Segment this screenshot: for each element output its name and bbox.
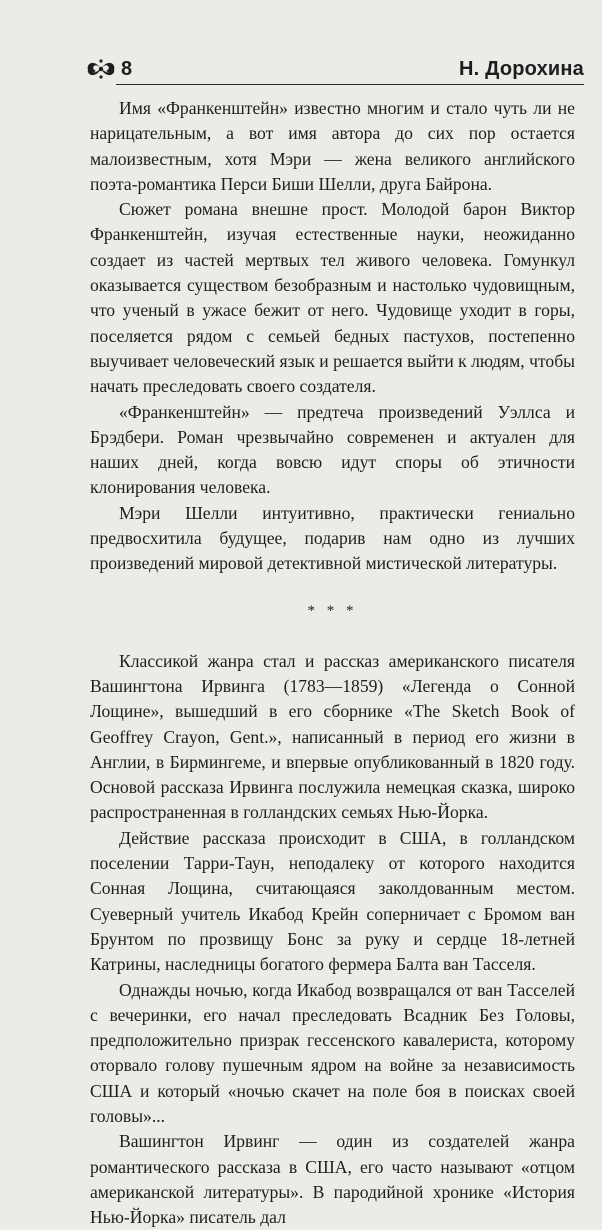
header-rule — [116, 84, 584, 85]
floral-ornament-icon — [86, 58, 116, 80]
page-number: 8 — [121, 58, 133, 80]
section-separator: * * * — [307, 602, 358, 619]
page-header — [86, 56, 584, 86]
paragraph: Сюжет романа внешне прост. Молодой барон Виктор Франкенштейн, изучая естественные науки, неожиданно создает из частей мертвых тел живого человека. Гомункул оказывается существом безобразным и настолько чудовищным, что ученый в ужасе бежит от него. Чудовище уходит в горы, поселяется рядом с семьей бедных пастухов, постепенно выучивает человеческий язык и решается выйти к людям, чтобы начать преследовать своего создателя. — [90, 199, 575, 397]
paragraph: Классикой жанра стал и рассказ американского писателя Вашингтона Ирвинга (1783—1859) «Легенда о Сонной Лощине», вышедший в его сборнике «The Sketch Book of Geoffrey Crayon, Gent.», написанный в период его жизни в Англии, в Бирмингеме, и впервые опубликованный в 1820 году. Основой рассказа Ирвинга послужила немецкая сказка, широко распространенная в голландских семьях Нью-Йорка. — [90, 650, 575, 823]
running-head-author: Н. Дорохина — [458, 58, 584, 80]
paragraph: Вашингтон Ирвинг — один из создателей жанра романтического рассказа в США, его часто называют «отцом американской литературы». В пародийной хронике «История Нью-Йорка» писатель дал — [90, 1131, 575, 1228]
paragraph: Однажды ночью, когда Икабод возвращался от ван Тасселей с вечеринки, его начал преследовать Всадник Без Головы, предположительно призрак гессенского кавалериста, которому оторвало голову пушечным ядром на войне за независимость США и который «ночью скачет на поле боя в поисках своей головы»... — [90, 979, 575, 1126]
paragraph: Имя «Франкенштейн» известно многим и стало чуть ли не нарицательным, а вот имя автора до сих пор остается малоизвестным, хотя Мэри — жена великого английского поэта-романтика Перси Биши Шелли, друга Байрона. — [90, 98, 575, 194]
paragraph: Действие рассказа происходит в США, в голландском поселении Тарри-Таун, неподалеку от которого находится Сонная Лощина, считающаяся заколдованным местом. Суеверный учитель Икабод Крейн соперничает с Бромом ван Брунтом по прозвищу Бонс за руку и сердце 18-летней Катрины, наследницы богатого фермера Балта ван Тасселя. — [90, 827, 575, 975]
paragraph: Мэри Шелли интуитивно, практически гениально предвосхитила будущее, подарив нам одно из лучших произведений мировой детективной мистической литературы. — [90, 502, 575, 574]
paragraph: «Франкенштейн» — предтеча произведений Уэллса и Брэдбери. Роман чрезвычайно современен и актуален для наших дней, когда вовсю идут споры об этичности клонирования человека. — [90, 401, 575, 498]
body-text — [90, 96, 575, 1230]
